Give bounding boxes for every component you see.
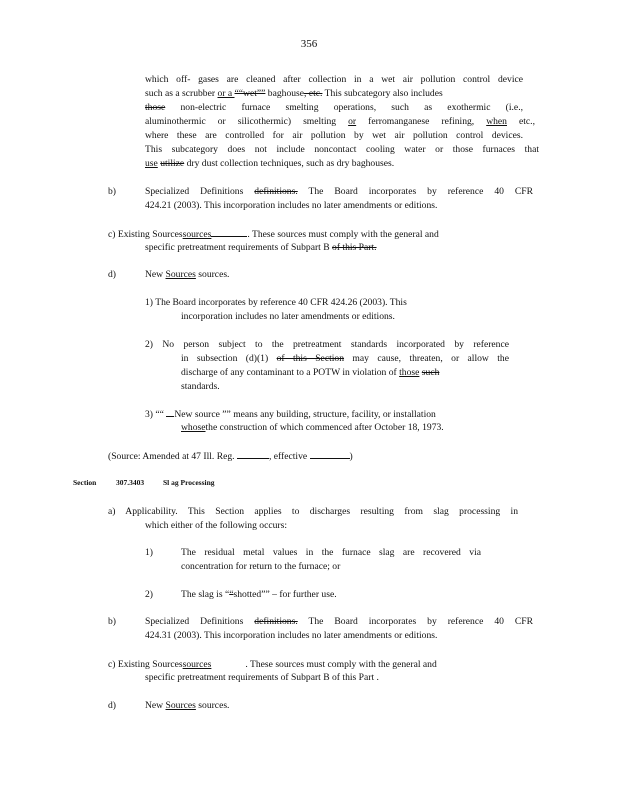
section-label: Section: [73, 478, 97, 487]
s1-d3-line-1: 3) ““ New source ”” means any building, structure, facility, or installation: [145, 409, 436, 420]
s1-b-line-2: 424.21 (2003). This incorporation includes no later amendments or editions.: [145, 200, 438, 211]
s2-d-label: d): [108, 700, 116, 711]
section-title: Sl ag Processing: [163, 478, 215, 487]
s2-c-line-2: specific pretreatment requirements of Subpart B of this Part .: [145, 672, 379, 683]
s2-a-line-2: which either of the following occurs:: [145, 520, 287, 531]
s1-b-line-1: Specialized Definitions definitions. The Board incorporates by reference 40 CFR: [145, 186, 533, 197]
s2-a2-label: 2): [145, 589, 153, 600]
s2-a1-line-1: The residual metal values in the furnace slag are recovered via: [181, 547, 481, 558]
s2-a1-label: 1): [145, 547, 153, 558]
s2-b-line-2: 424.31 (2003). This incorporation includes no later amendments or editions.: [145, 630, 438, 641]
source-note: (Source: Amended at 47 Ill. Reg. , effective ): [108, 451, 353, 462]
intro-line-1: which off- gases are cleaned after collection in a wet air pollution control device: [145, 74, 523, 85]
s1-d2-line-3: discharge of any contaminant to a POTW in violation of those such: [181, 367, 440, 378]
section-number: 307.3403: [116, 478, 145, 487]
s1-d3-line-2: whosethe construction of which commenced after October 18, 1973.: [181, 422, 444, 433]
s2-a1-line-2: concentration for return to the furnace; or: [181, 561, 341, 572]
s1-d1-line-1: 1) The Board incorporates by reference 40 CFR 424.26 (2003). This: [145, 297, 407, 308]
intro-line-2: such as a scrubber or a ““wet”” baghouse, etc. This subcategory also includes: [145, 88, 443, 99]
s2-a2-text: The slag is ““shotted”” – for further use.: [181, 589, 337, 600]
intro-line-6: This subcategory does not include noncontact cooling water or those furnaces that: [145, 144, 539, 155]
s2-b-label: b): [108, 616, 116, 627]
s1-d1-line-2: incorporation includes no later amendments or editions.: [181, 311, 395, 322]
s1-c-line-2: specific pretreatment requirements of Subpart B of this Part.: [145, 242, 377, 253]
s1-b-label: b): [108, 186, 116, 197]
s1-d-text: New Sources sources.: [145, 269, 230, 280]
intro-line-4: aluminothermic or silicothermic) smelting or ferromanganese refining, when etc.,: [145, 116, 535, 127]
intro-line-7: use utilize dry dust collection techniques, such as dry baghouses.: [145, 158, 395, 169]
s2-a-line-1: a) Applicability. This Section applies to discharges resulting from slag processing in: [108, 506, 518, 517]
s1-d2-line-2: in subsection (d)(1) of this Section may cause, threaten, or allow the: [181, 353, 509, 364]
s2-d-text: New Sources sources.: [145, 700, 230, 711]
intro-line-3: those non-electric furnace smelting operations, such as exothermic (i.e.,: [145, 102, 523, 113]
s1-d2-line-4: standards.: [181, 381, 220, 392]
page-number: 356: [300, 38, 318, 50]
s1-d-label: d): [108, 269, 116, 280]
s2-b-line-1: Specialized Definitions definitions. The Board incorporates by reference 40 CFR: [145, 616, 533, 627]
s1-d2-line-1: 2) No person subject to the pretreatment standards incorporated by reference: [145, 339, 509, 350]
s1-c-line-1: c) Existing Sourcessources . These sources must comply with the general and: [108, 229, 439, 240]
intro-line-5: where these are controlled for air pollution by wet air pollution control devices.: [145, 130, 523, 141]
s2-c-line-1: c) Existing Sourcessources . These sources must comply with the general and: [108, 659, 437, 670]
